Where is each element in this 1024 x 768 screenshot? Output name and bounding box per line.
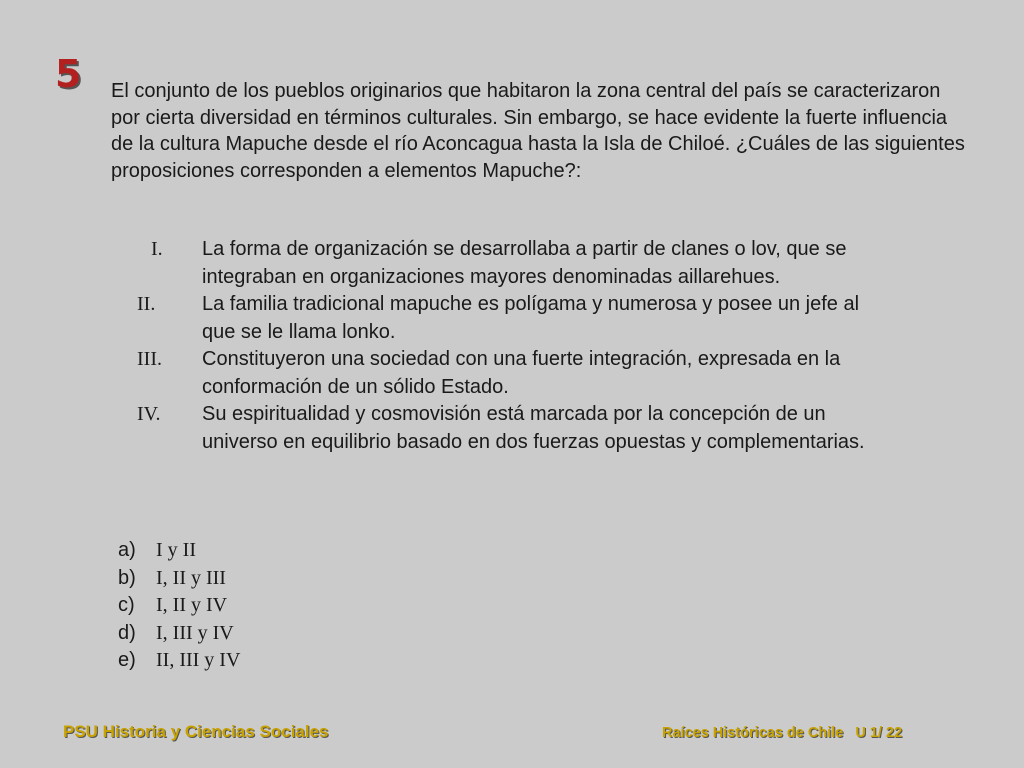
answer-text: II, III y IV [156,649,241,671]
answer-option-d[interactable] [118,620,240,648]
answer-text: I, II y IV [156,594,228,616]
footer-unit-page: Raíces Históricas de Chile U 1/ 22 [662,725,903,741]
proposition-text: Su espiritualidad y cosmovisión está marcada por la concepción de un universo en equilibrio basado en dos fuerzas opuestas y complementarias. [202,403,865,453]
answer-option-c[interactable] [118,592,240,620]
answer-letter: a) [118,539,136,561]
proposition-item [135,236,895,291]
answer-letter: d) [118,621,136,644]
answer-option-e[interactable] [118,647,240,675]
propositions-list [135,236,895,456]
answer-option-b[interactable] [118,565,240,593]
proposition-item [135,291,895,346]
answer-letter: c) [118,594,135,616]
proposition-text: Constituyeron una sociedad con una fuerte integración, expresada en la conformación de un sólido Estado. [202,348,841,398]
proposition-number: I. [151,238,163,260]
answer-text: I y II [156,539,196,561]
answer-letter: e) [118,649,136,671]
proposition-number: IV. [137,403,161,425]
question-number: 5 [55,52,82,96]
answer-text: I, III y IV [156,621,234,644]
footer-course-title: PSU Historia y Ciencias Sociales [63,722,329,741]
answer-option-a[interactable] [118,537,240,565]
answer-text: I, II y III [156,566,226,589]
proposition-item [135,401,895,456]
proposition-text: La familia tradicional mapuche es polígama y numerosa y posee un jefe al que se le llama lonko. [202,293,860,343]
answer-letter: b) [118,566,136,589]
proposition-number: III. [137,348,162,370]
proposition-text: La forma de organización se desarrollaba a partir de clanes o lov, que se integraban en organizaciones mayores denominadas aillarehues. [202,238,847,288]
proposition-number: II. [137,293,156,315]
question-stem: El conjunto de los pueblos originarios que habitaron la zona central del país se caracterizaron por cierta diversidad en términos culturales. Sin embargo, se hace evidente la fuerte influencia de la cultura Mapuche desde el río Aconcagua hasta la Isla de Chiloé. ¿Cuáles de las siguientes proposiciones corresponden a elementos Mapuche?: [111,80,965,182]
answer-options [118,537,240,675]
proposition-item [135,346,895,401]
